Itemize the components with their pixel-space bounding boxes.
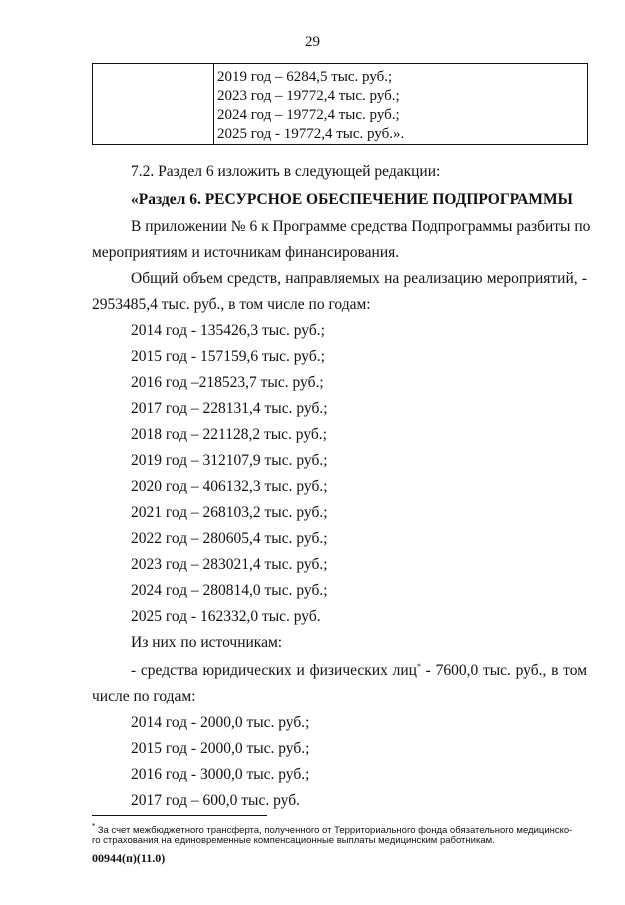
year-total-line: 2022 год – 280605,4 тыс. руб.;	[131, 530, 328, 547]
legal-entities-text: - средства юридических и физических лиц	[131, 662, 417, 680]
year-total-line: 2020 год – 406132,3 тыс. руб.;	[131, 478, 328, 495]
year-legal-line: 2015 год - 2000,0 тыс. руб.;	[131, 740, 310, 757]
footnote-text: За счет межбюджетного трансферта, полученного от Территориального фонда обязательного медицинско-	[95, 825, 573, 837]
year-total-line: 2014 год - 135426,3 тыс. руб.;	[131, 322, 325, 339]
table-cell-years	[217, 68, 404, 144]
paragraph-1-line-2: мероприятиям и источникам финансирования.	[92, 244, 400, 261]
section-intro: 7.2. Раздел 6 изложить в следующей редакции:	[131, 163, 441, 180]
footnote-line-2: го страхования на единовременные компенсационные выплаты медицинским работникам.	[92, 835, 495, 846]
year-total-line: 2024 год – 280814,0 тыс. руб.;	[131, 582, 328, 599]
footnote-reference: *	[416, 662, 421, 671]
year-legal-line: 2014 год - 2000,0 тыс. руб.;	[131, 714, 310, 731]
year-legal-line: 2017 год – 600,0 тыс. руб.	[131, 792, 300, 809]
year-total-line: 2025 год - 162332,0 тыс. руб.	[131, 608, 321, 625]
paragraph-2-line-1: Общий объем средств, направляемых на реализацию мероприятий, -	[131, 270, 587, 287]
legal-entities-amount: - 7600,0 тыс. руб., в том	[420, 662, 588, 680]
table-row: 2025 год - 19772,4 тыс. руб.».	[217, 126, 405, 142]
section-heading: «Раздел 6. РЕСУРСНОЕ ОБЕСПЕЧЕНИЕ ПОДПРОГРАММЫ	[131, 191, 573, 208]
year-legal-line: 2016 год - 3000,0 тыс. руб.;	[131, 766, 310, 783]
year-total-line: 2015 год - 157159,6 тыс. руб.;	[131, 348, 325, 365]
table-empty-cell	[93, 64, 214, 144]
legal-entities-line-2: числе по годам:	[92, 688, 196, 705]
paragraph-1-line-1: В приложении № 6 к Программе средства Подпрограммы разбиты по	[131, 218, 591, 235]
table-row: 2023 год – 19772,4 тыс. руб.;	[217, 88, 400, 104]
footnote-divider	[92, 815, 267, 816]
funding-table-fragment	[92, 63, 588, 145]
legal-entities-line-1	[131, 662, 587, 680]
page-number: 29	[305, 34, 320, 50]
year-total-line: 2017 год – 228131,4 тыс. руб.;	[131, 400, 328, 417]
footnote-mark: *	[92, 822, 96, 831]
year-total-line: 2021 год – 268103,2 тыс. руб.;	[131, 504, 328, 521]
paragraph-2-line-2: 2953485,4 тыс. руб., в том числе по годам:	[92, 296, 371, 313]
year-total-line: 2018 год – 221128,2 тыс. руб.;	[131, 426, 327, 443]
table-row: 2024 год – 19772,4 тыс. руб.;	[217, 107, 400, 123]
table-row: 2019 год – 6284,5 тыс. руб.;	[217, 69, 393, 85]
year-total-line: 2016 год –218523,7 тыс. руб.;	[131, 374, 324, 391]
document-code: 00944(п)(11.0)	[92, 851, 166, 865]
year-total-line: 2023 год – 283021,4 тыс. руб.;	[131, 556, 328, 573]
year-total-line: 2019 год – 312107,9 тыс. руб.;	[131, 452, 328, 469]
sources-intro: Из них по источникам:	[131, 634, 283, 651]
